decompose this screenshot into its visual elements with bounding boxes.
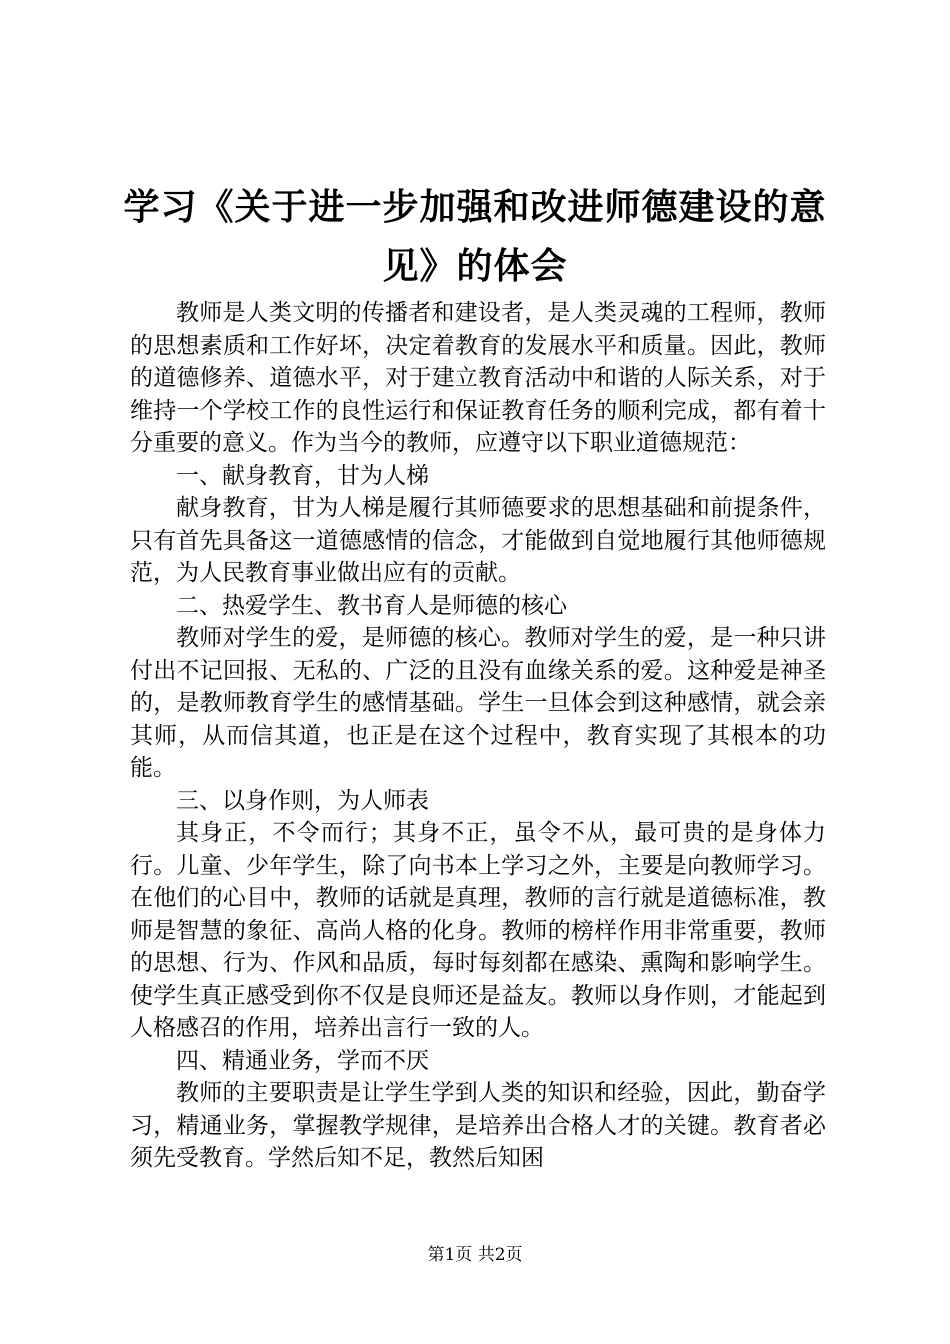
document-title-line-2: 见》的体会 — [382, 246, 568, 287]
page-footer: 第1页 共2页 — [427, 1245, 523, 1265]
section-heading-1: 一、献身教育，甘为人梯 — [176, 462, 429, 489]
paragraph-section-4: 教师的主要职责是让学生学到人类的知识和经验，因此，勤奋学习，精通业务，掌握教学规律，是培养出合格人才的关键。教育者必须先受教育。学然后知不足，教然后知困 — [130, 1080, 826, 1171]
document-body — [130, 297, 826, 1175]
paragraph-intro: 教师是人类文明的传播者和建设者，是人类灵魂的工程师，教师的思想素质和工作好坏，决定着教育的发展水平和质量。因此，教师的道德修养、道德水平，对于建立教育活动中和谐的人际关系，对于维持一个学校工作的良性运行和保证教育任务的顺利完成，都有着十分重要的意义。作为当今的教师，应遵守以下职业道德规范： — [130, 300, 826, 456]
paragraph-section-3: 其身正，不令而行；其身不正，虽令不从，最可贵的是身体力行。儿童、少年学生，除了向书本上学习之外，主要是向教师学习。在他们的心目中，教师的话就是真理，教师的言行就是道德标准，教师是智慧的象征、高尚人格的化身。教师的榜样作用非常重要，教师的思想、行为、作风和品质，每时每刻都在感染、熏陶和影响学生。使学生真正感受到你不仅是良师还是益友。教师以身作则，才能起到人格感召的作用，培养出言行一致的人。 — [130, 820, 826, 1041]
section-heading-2: 二、热爱学生、教书育人是师德的核心 — [176, 592, 567, 619]
document-title-line-1: 学习《关于进一步加强和改进师德建设的意 — [123, 187, 827, 228]
section-heading-4: 四、精通业务，学而不厌 — [176, 1047, 429, 1074]
paragraph-section-1: 献身教育，甘为人梯是履行其师德要求的思想基础和前提条件，只有首先具备这一道德感情的信念，才能做到自觉地履行其他师德规范，为人民教育事业做出应有的贡献。 — [130, 495, 826, 586]
paragraph-section-2: 教师对学生的爱，是师德的核心。教师对学生的爱，是一种只讲付出不记回报、无私的、广泛的且没有血缘关系的爱。这种爱是神圣的，是教师教育学生的感情基础。学生一旦体会到这种感情，就会亲其师，从而信其道，也正是在这个过程中，教育实现了其根本的功能。 — [130, 625, 826, 781]
section-heading-3: 三、以身作则，为人师表 — [176, 787, 429, 814]
